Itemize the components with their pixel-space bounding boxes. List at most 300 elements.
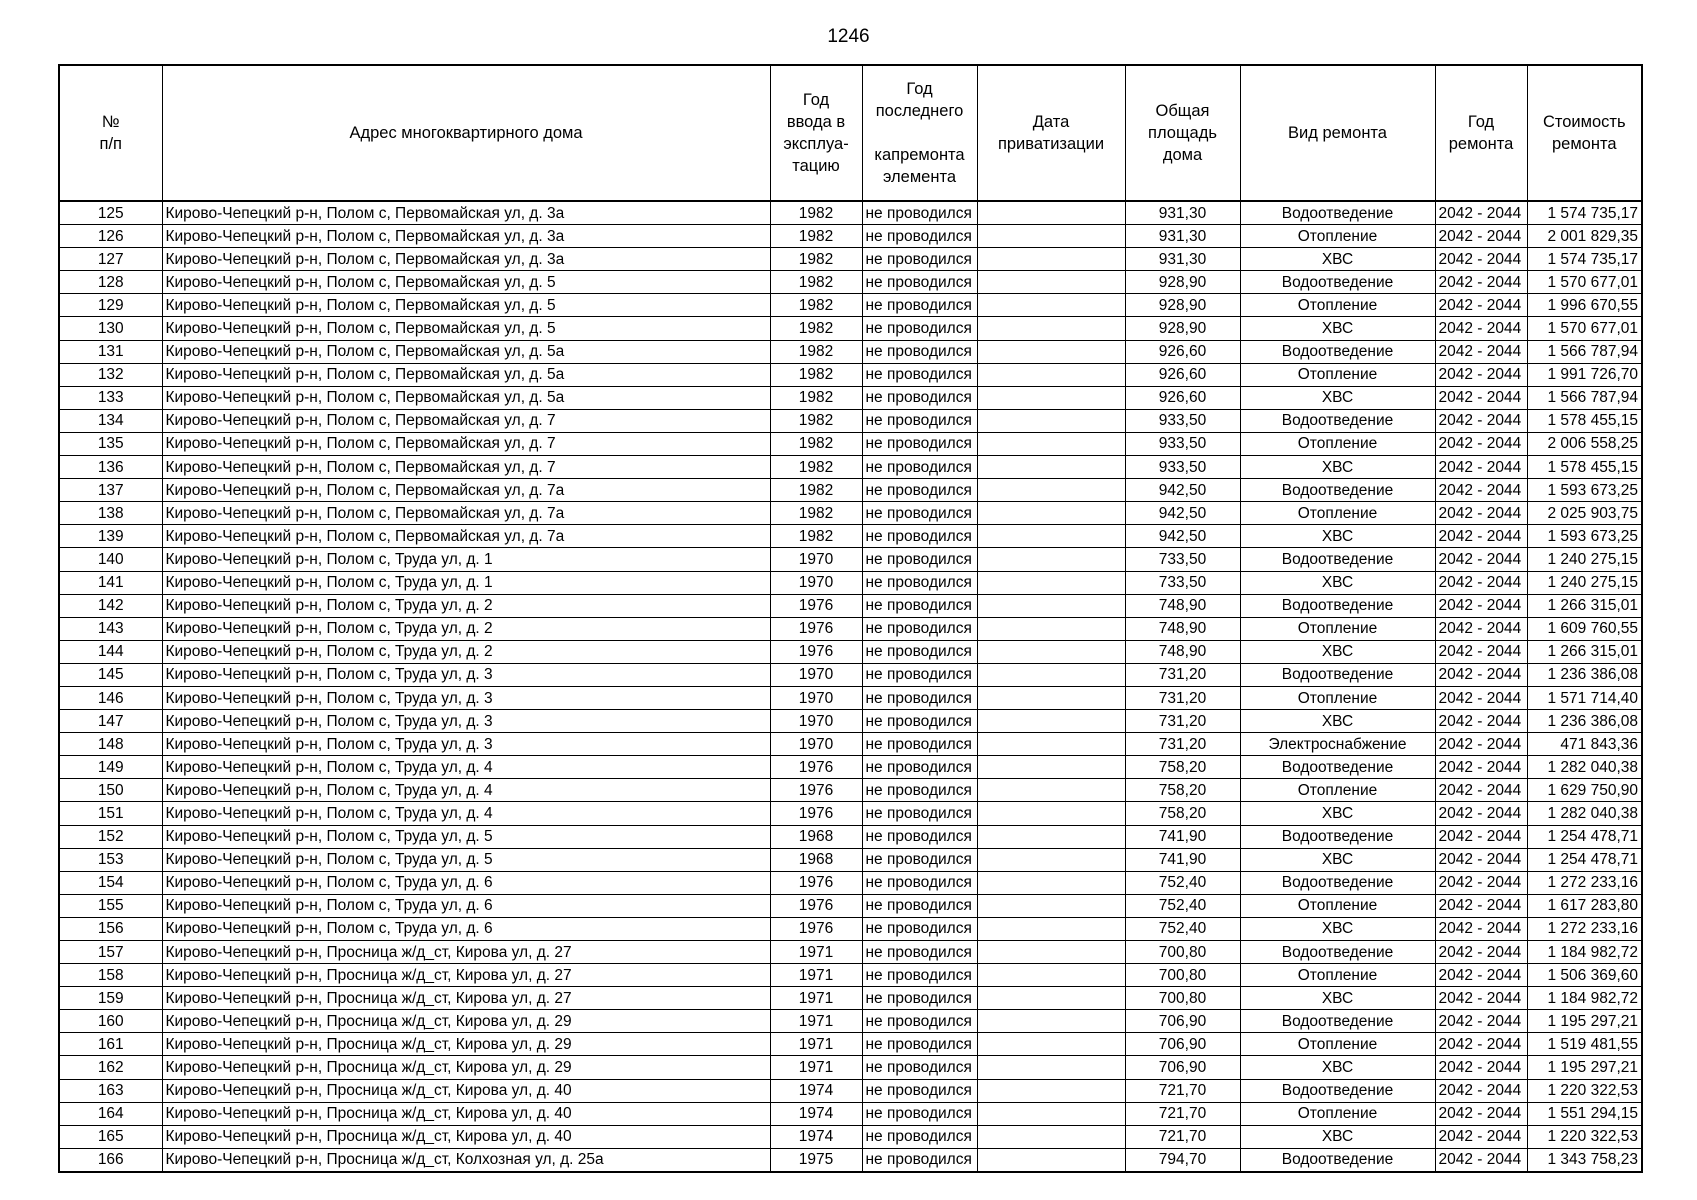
cell-commission-year: 1970 bbox=[770, 548, 862, 571]
cell-repair-year: 2042 - 2044 bbox=[1435, 617, 1527, 640]
cell-total-area: 758,20 bbox=[1125, 802, 1240, 825]
cell-commission-year: 1982 bbox=[770, 317, 862, 340]
cell-num: 148 bbox=[59, 733, 162, 756]
header-num-label: № п/п bbox=[99, 113, 122, 153]
cell-cost: 1 578 455,15 bbox=[1527, 409, 1642, 432]
cell-repair-type: Водоотведение bbox=[1240, 201, 1435, 225]
cell-repair-year: 2042 - 2044 bbox=[1435, 871, 1527, 894]
cell-commission-year: 1976 bbox=[770, 871, 862, 894]
cell-last-repair: не проводился bbox=[862, 871, 977, 894]
cell-privatization-date bbox=[977, 571, 1125, 594]
cell-total-area: 752,40 bbox=[1125, 871, 1240, 894]
cell-address: Кирово-Чепецкий р-н, Полом с, Труда ул, д. 2 bbox=[162, 617, 770, 640]
repair-schedule-table bbox=[58, 64, 1643, 1173]
cell-repair-year: 2042 - 2044 bbox=[1435, 271, 1527, 294]
cell-repair-year: 2042 - 2044 bbox=[1435, 201, 1527, 225]
cell-total-area: 752,40 bbox=[1125, 894, 1240, 917]
cell-privatization-date bbox=[977, 525, 1125, 548]
cell-num: 127 bbox=[59, 248, 162, 271]
cell-privatization-date bbox=[977, 548, 1125, 571]
cell-repair-year: 2042 - 2044 bbox=[1435, 548, 1527, 571]
cell-last-repair: не проводился bbox=[862, 317, 977, 340]
cell-last-repair: не проводился bbox=[862, 779, 977, 802]
cell-repair-type: ХВС bbox=[1240, 571, 1435, 594]
cell-last-repair: не проводился bbox=[862, 733, 977, 756]
table-header bbox=[59, 65, 1642, 201]
cell-total-area: 700,80 bbox=[1125, 964, 1240, 987]
cell-last-repair: не проводился bbox=[862, 1148, 977, 1172]
table-row bbox=[59, 386, 1642, 409]
cell-repair-year: 2042 - 2044 bbox=[1435, 1010, 1527, 1033]
cell-privatization-date bbox=[977, 663, 1125, 686]
cell-address: Кирово-Чепецкий р-н, Полом с, Труда ул, д. 1 bbox=[162, 571, 770, 594]
cell-total-area: 700,80 bbox=[1125, 987, 1240, 1010]
cell-last-repair: не проводился bbox=[862, 663, 977, 686]
cell-address: Кирово-Чепецкий р-н, Полом с, Труда ул, д. 4 bbox=[162, 779, 770, 802]
cell-total-area: 931,30 bbox=[1125, 225, 1240, 248]
table-row bbox=[59, 248, 1642, 271]
cell-total-area: 733,50 bbox=[1125, 571, 1240, 594]
header-privatization-date-label: Дата приватизации bbox=[997, 113, 1105, 153]
cell-commission-year: 1982 bbox=[770, 502, 862, 525]
cell-privatization-date bbox=[977, 1079, 1125, 1102]
table-row bbox=[59, 1079, 1642, 1102]
cell-privatization-date bbox=[977, 432, 1125, 455]
cell-last-repair: не проводился bbox=[862, 1033, 977, 1056]
cell-last-repair: не проводился bbox=[862, 525, 977, 548]
cell-last-repair: не проводился bbox=[862, 1102, 977, 1125]
cell-repair-year: 2042 - 2044 bbox=[1435, 987, 1527, 1010]
cell-privatization-date bbox=[977, 1148, 1125, 1172]
cell-cost: 1 220 322,53 bbox=[1527, 1079, 1642, 1102]
cell-commission-year: 1971 bbox=[770, 1033, 862, 1056]
cell-privatization-date bbox=[977, 733, 1125, 756]
cell-repair-year: 2042 - 2044 bbox=[1435, 964, 1527, 987]
cell-cost: 1 236 386,08 bbox=[1527, 710, 1642, 733]
cell-last-repair: не проводился bbox=[862, 710, 977, 733]
cell-num: 165 bbox=[59, 1125, 162, 1148]
cell-repair-year: 2042 - 2044 bbox=[1435, 225, 1527, 248]
cell-commission-year: 1976 bbox=[770, 594, 862, 617]
cell-num: 155 bbox=[59, 894, 162, 917]
cell-commission-year: 1970 bbox=[770, 733, 862, 756]
cell-commission-year: 1982 bbox=[770, 409, 862, 432]
cell-commission-year: 1974 bbox=[770, 1079, 862, 1102]
cell-last-repair: не проводился bbox=[862, 1056, 977, 1079]
cell-repair-type: Водоотведение bbox=[1240, 594, 1435, 617]
cell-total-area: 741,90 bbox=[1125, 848, 1240, 871]
cell-address: Кирово-Чепецкий р-н, Просница ж/д_ст, Кирова ул, д. 40 bbox=[162, 1102, 770, 1125]
cell-repair-type: Водоотведение bbox=[1240, 941, 1435, 964]
cell-total-area: 942,50 bbox=[1125, 479, 1240, 502]
cell-repair-type: ХВС bbox=[1240, 848, 1435, 871]
cell-address: Кирово-Чепецкий р-н, Полом с, Первомайская ул, д. 3а bbox=[162, 201, 770, 225]
cell-total-area: 748,90 bbox=[1125, 594, 1240, 617]
cell-total-area: 731,20 bbox=[1125, 663, 1240, 686]
cell-cost: 1 195 297,21 bbox=[1527, 1010, 1642, 1033]
cell-privatization-date bbox=[977, 686, 1125, 709]
cell-address: Кирово-Чепецкий р-н, Полом с, Труда ул, д. 5 bbox=[162, 825, 770, 848]
cell-commission-year: 1982 bbox=[770, 386, 862, 409]
table-row bbox=[59, 201, 1642, 225]
header-total-area bbox=[1125, 65, 1240, 201]
header-privatization-date bbox=[977, 65, 1125, 201]
cell-cost: 1 240 275,15 bbox=[1527, 571, 1642, 594]
cell-commission-year: 1982 bbox=[770, 201, 862, 225]
cell-num: 159 bbox=[59, 987, 162, 1010]
cell-cost: 1 240 275,15 bbox=[1527, 548, 1642, 571]
cell-repair-year: 2042 - 2044 bbox=[1435, 502, 1527, 525]
cell-repair-year: 2042 - 2044 bbox=[1435, 640, 1527, 663]
cell-commission-year: 1970 bbox=[770, 686, 862, 709]
table-row bbox=[59, 941, 1642, 964]
cell-repair-type: ХВС bbox=[1240, 710, 1435, 733]
table-row bbox=[59, 640, 1642, 663]
cell-cost: 1 574 735,17 bbox=[1527, 201, 1642, 225]
cell-total-area: 928,90 bbox=[1125, 271, 1240, 294]
cell-commission-year: 1968 bbox=[770, 825, 862, 848]
cell-num: 128 bbox=[59, 271, 162, 294]
cell-num: 143 bbox=[59, 617, 162, 640]
cell-repair-year: 2042 - 2044 bbox=[1435, 1033, 1527, 1056]
cell-num: 147 bbox=[59, 710, 162, 733]
cell-repair-year: 2042 - 2044 bbox=[1435, 363, 1527, 386]
cell-repair-type: Водоотведение bbox=[1240, 756, 1435, 779]
cell-cost: 1 266 315,01 bbox=[1527, 594, 1642, 617]
cell-repair-type: Отопление bbox=[1240, 294, 1435, 317]
cell-commission-year: 1982 bbox=[770, 432, 862, 455]
cell-total-area: 731,20 bbox=[1125, 710, 1240, 733]
cell-last-repair: не проводился bbox=[862, 894, 977, 917]
cell-last-repair: не проводился bbox=[862, 848, 977, 871]
cell-cost: 1 282 040,38 bbox=[1527, 802, 1642, 825]
cell-cost: 1 578 455,15 bbox=[1527, 456, 1642, 479]
cell-repair-type: Водоотведение bbox=[1240, 340, 1435, 363]
cell-cost: 1 617 283,80 bbox=[1527, 894, 1642, 917]
cell-total-area: 721,70 bbox=[1125, 1102, 1240, 1125]
cell-privatization-date bbox=[977, 502, 1125, 525]
cell-repair-type: ХВС bbox=[1240, 386, 1435, 409]
table-row bbox=[59, 987, 1642, 1010]
table-row bbox=[59, 317, 1642, 340]
cell-commission-year: 1982 bbox=[770, 294, 862, 317]
cell-privatization-date bbox=[977, 779, 1125, 802]
cell-repair-year: 2042 - 2044 bbox=[1435, 917, 1527, 940]
header-repair-year-label: Год ремонта bbox=[1448, 113, 1514, 153]
cell-address: Кирово-Чепецкий р-н, Полом с, Труда ул, д. 4 bbox=[162, 756, 770, 779]
cell-num: 130 bbox=[59, 317, 162, 340]
cell-privatization-date bbox=[977, 409, 1125, 432]
cell-address: Кирово-Чепецкий р-н, Просница ж/д_ст, Кирова ул, д. 27 bbox=[162, 964, 770, 987]
cell-address: Кирово-Чепецкий р-н, Полом с, Труда ул, д. 3 bbox=[162, 733, 770, 756]
cell-num: 166 bbox=[59, 1148, 162, 1172]
cell-address: Кирово-Чепецкий р-н, Полом с, Труда ул, д. 6 bbox=[162, 917, 770, 940]
cell-last-repair: не проводился bbox=[862, 363, 977, 386]
table-row bbox=[59, 502, 1642, 525]
cell-last-repair: не проводился bbox=[862, 225, 977, 248]
table-row bbox=[59, 1125, 1642, 1148]
cell-cost: 1 566 787,94 bbox=[1527, 386, 1642, 409]
cell-num: 138 bbox=[59, 502, 162, 525]
cell-address: Кирово-Чепецкий р-н, Полом с, Труда ул, д. 1 bbox=[162, 548, 770, 571]
table-row bbox=[59, 894, 1642, 917]
cell-privatization-date bbox=[977, 317, 1125, 340]
header-cost-label: Стоимость ремонта bbox=[1542, 113, 1626, 153]
cell-commission-year: 1982 bbox=[770, 525, 862, 548]
cell-privatization-date bbox=[977, 941, 1125, 964]
cell-num: 153 bbox=[59, 848, 162, 871]
cell-address: Кирово-Чепецкий р-н, Полом с, Труда ул, д. 6 bbox=[162, 871, 770, 894]
cell-last-repair: не проводился bbox=[862, 964, 977, 987]
cell-repair-type: Водоотведение bbox=[1240, 825, 1435, 848]
cell-privatization-date bbox=[977, 1056, 1125, 1079]
cell-commission-year: 1975 bbox=[770, 1148, 862, 1172]
cell-num: 156 bbox=[59, 917, 162, 940]
cell-cost: 1 343 758,23 bbox=[1527, 1148, 1642, 1172]
cell-repair-year: 2042 - 2044 bbox=[1435, 825, 1527, 848]
cell-commission-year: 1976 bbox=[770, 917, 862, 940]
cell-repair-type: Водоотведение bbox=[1240, 1010, 1435, 1033]
cell-repair-type: Отопление bbox=[1240, 964, 1435, 987]
cell-address: Кирово-Чепецкий р-н, Полом с, Первомайская ул, д. 5а bbox=[162, 386, 770, 409]
cell-total-area: 926,60 bbox=[1125, 340, 1240, 363]
cell-repair-year: 2042 - 2044 bbox=[1435, 1148, 1527, 1172]
header-last-repair-year bbox=[862, 65, 977, 201]
cell-num: 149 bbox=[59, 756, 162, 779]
cell-last-repair: не проводился bbox=[862, 386, 977, 409]
cell-privatization-date bbox=[977, 225, 1125, 248]
cell-num: 135 bbox=[59, 432, 162, 455]
cell-total-area: 733,50 bbox=[1125, 548, 1240, 571]
cell-cost: 1 570 677,01 bbox=[1527, 317, 1642, 340]
header-commission-year-label: Год ввода в эксплуа- тацию bbox=[783, 91, 849, 175]
cell-cost: 1 195 297,21 bbox=[1527, 1056, 1642, 1079]
cell-total-area: 926,60 bbox=[1125, 386, 1240, 409]
cell-repair-type: Водоотведение bbox=[1240, 271, 1435, 294]
table-row bbox=[59, 848, 1642, 871]
cell-last-repair: не проводился bbox=[862, 802, 977, 825]
cell-privatization-date bbox=[977, 917, 1125, 940]
cell-privatization-date bbox=[977, 871, 1125, 894]
cell-total-area: 748,90 bbox=[1125, 617, 1240, 640]
cell-total-area: 731,20 bbox=[1125, 733, 1240, 756]
cell-total-area: 931,30 bbox=[1125, 201, 1240, 225]
cell-total-area: 758,20 bbox=[1125, 756, 1240, 779]
cell-address: Кирово-Чепецкий р-н, Полом с, Труда ул, д. 6 bbox=[162, 894, 770, 917]
cell-address: Кирово-Чепецкий р-н, Полом с, Труда ул, д. 2 bbox=[162, 640, 770, 663]
cell-num: 151 bbox=[59, 802, 162, 825]
cell-last-repair: не проводился bbox=[862, 987, 977, 1010]
table-row bbox=[59, 294, 1642, 317]
cell-address: Кирово-Чепецкий р-н, Полом с, Первомайская ул, д. 5 bbox=[162, 317, 770, 340]
cell-address: Кирово-Чепецкий р-н, Полом с, Первомайская ул, д. 3а bbox=[162, 225, 770, 248]
cell-address: Кирово-Чепецкий р-н, Полом с, Первомайская ул, д. 3а bbox=[162, 248, 770, 271]
cell-total-area: 731,20 bbox=[1125, 686, 1240, 709]
cell-privatization-date bbox=[977, 756, 1125, 779]
cell-last-repair: не проводился bbox=[862, 548, 977, 571]
cell-commission-year: 1971 bbox=[770, 1010, 862, 1033]
table-row bbox=[59, 432, 1642, 455]
cell-cost: 1 566 787,94 bbox=[1527, 340, 1642, 363]
cell-cost: 1 609 760,55 bbox=[1527, 617, 1642, 640]
cell-repair-year: 2042 - 2044 bbox=[1435, 571, 1527, 594]
cell-total-area: 942,50 bbox=[1125, 502, 1240, 525]
cell-num: 163 bbox=[59, 1079, 162, 1102]
cell-cost: 471 843,36 bbox=[1527, 733, 1642, 756]
cell-cost: 1 254 478,71 bbox=[1527, 825, 1642, 848]
cell-commission-year: 1982 bbox=[770, 363, 862, 386]
table-row bbox=[59, 779, 1642, 802]
cell-repair-type: Водоотведение bbox=[1240, 1148, 1435, 1172]
cell-repair-type: ХВС bbox=[1240, 248, 1435, 271]
cell-repair-year: 2042 - 2044 bbox=[1435, 756, 1527, 779]
cell-repair-type: ХВС bbox=[1240, 640, 1435, 663]
cell-last-repair: не проводился bbox=[862, 1010, 977, 1033]
cell-commission-year: 1970 bbox=[770, 571, 862, 594]
cell-repair-year: 2042 - 2044 bbox=[1435, 1102, 1527, 1125]
cell-commission-year: 1971 bbox=[770, 1056, 862, 1079]
cell-last-repair: не проводился bbox=[862, 594, 977, 617]
cell-repair-type: ХВС bbox=[1240, 525, 1435, 548]
cell-num: 154 bbox=[59, 871, 162, 894]
cell-privatization-date bbox=[977, 640, 1125, 663]
cell-repair-type: ХВС bbox=[1240, 802, 1435, 825]
cell-repair-type: ХВС bbox=[1240, 1125, 1435, 1148]
table-row bbox=[59, 756, 1642, 779]
cell-repair-type: Отопление bbox=[1240, 779, 1435, 802]
cell-num: 140 bbox=[59, 548, 162, 571]
cell-privatization-date bbox=[977, 894, 1125, 917]
cell-total-area: 741,90 bbox=[1125, 825, 1240, 848]
header-num bbox=[59, 65, 162, 201]
cell-commission-year: 1971 bbox=[770, 941, 862, 964]
cell-privatization-date bbox=[977, 340, 1125, 363]
cell-num: 141 bbox=[59, 571, 162, 594]
cell-commission-year: 1982 bbox=[770, 248, 862, 271]
cell-commission-year: 1970 bbox=[770, 663, 862, 686]
cell-repair-year: 2042 - 2044 bbox=[1435, 294, 1527, 317]
cell-commission-year: 1982 bbox=[770, 456, 862, 479]
cell-repair-type: Отопление bbox=[1240, 225, 1435, 248]
cell-num: 142 bbox=[59, 594, 162, 617]
cell-privatization-date bbox=[977, 964, 1125, 987]
cell-address: Кирово-Чепецкий р-н, Просница ж/д_ст, Кирова ул, д. 29 bbox=[162, 1056, 770, 1079]
cell-privatization-date bbox=[977, 271, 1125, 294]
cell-num: 144 bbox=[59, 640, 162, 663]
cell-num: 132 bbox=[59, 363, 162, 386]
cell-num: 139 bbox=[59, 525, 162, 548]
table-row bbox=[59, 548, 1642, 571]
cell-privatization-date bbox=[977, 248, 1125, 271]
cell-last-repair: не проводился bbox=[862, 825, 977, 848]
cell-repair-type: Водоотведение bbox=[1240, 409, 1435, 432]
cell-last-repair: не проводился bbox=[862, 479, 977, 502]
cell-commission-year: 1982 bbox=[770, 225, 862, 248]
cell-total-area: 933,50 bbox=[1125, 409, 1240, 432]
cell-total-area: 928,90 bbox=[1125, 294, 1240, 317]
cell-privatization-date bbox=[977, 1033, 1125, 1056]
cell-address: Кирово-Чепецкий р-н, Полом с, Первомайская ул, д. 7 bbox=[162, 456, 770, 479]
table-row bbox=[59, 271, 1642, 294]
cell-num: 126 bbox=[59, 225, 162, 248]
table-row bbox=[59, 825, 1642, 848]
cell-repair-type: ХВС bbox=[1240, 317, 1435, 340]
cell-commission-year: 1974 bbox=[770, 1125, 862, 1148]
cell-total-area: 926,60 bbox=[1125, 363, 1240, 386]
cell-address: Кирово-Чепецкий р-н, Полом с, Первомайская ул, д. 7а bbox=[162, 502, 770, 525]
cell-cost: 1 282 040,38 bbox=[1527, 756, 1642, 779]
table-row bbox=[59, 802, 1642, 825]
cell-repair-year: 2042 - 2044 bbox=[1435, 456, 1527, 479]
cell-address: Кирово-Чепецкий р-н, Полом с, Первомайская ул, д. 7а bbox=[162, 525, 770, 548]
cell-repair-year: 2042 - 2044 bbox=[1435, 248, 1527, 271]
cell-address: Кирово-Чепецкий р-н, Просница ж/д_ст, Кирова ул, д. 29 bbox=[162, 1010, 770, 1033]
cell-cost: 2 001 829,35 bbox=[1527, 225, 1642, 248]
cell-commission-year: 1976 bbox=[770, 640, 862, 663]
cell-address: Кирово-Чепецкий р-н, Просница ж/д_ст, Кирова ул, д. 29 bbox=[162, 1033, 770, 1056]
cell-last-repair: не проводился bbox=[862, 1079, 977, 1102]
cell-cost: 1 996 670,55 bbox=[1527, 294, 1642, 317]
cell-repair-year: 2042 - 2044 bbox=[1435, 802, 1527, 825]
cell-privatization-date bbox=[977, 456, 1125, 479]
cell-last-repair: не проводился bbox=[862, 271, 977, 294]
cell-address: Кирово-Чепецкий р-н, Полом с, Первомайская ул, д. 5 bbox=[162, 294, 770, 317]
cell-repair-type: ХВС bbox=[1240, 987, 1435, 1010]
cell-total-area: 706,90 bbox=[1125, 1010, 1240, 1033]
cell-last-repair: не проводился bbox=[862, 409, 977, 432]
table-row bbox=[59, 363, 1642, 386]
table-row bbox=[59, 571, 1642, 594]
cell-num: 164 bbox=[59, 1102, 162, 1125]
cell-num: 152 bbox=[59, 825, 162, 848]
cell-repair-type: ХВС bbox=[1240, 456, 1435, 479]
table-body bbox=[59, 201, 1642, 1172]
cell-repair-type: Водоотведение bbox=[1240, 479, 1435, 502]
cell-num: 157 bbox=[59, 941, 162, 964]
cell-repair-type: Отопление bbox=[1240, 617, 1435, 640]
cell-repair-type: Водоотведение bbox=[1240, 1079, 1435, 1102]
table-row bbox=[59, 871, 1642, 894]
cell-repair-year: 2042 - 2044 bbox=[1435, 710, 1527, 733]
table-row bbox=[59, 594, 1642, 617]
cell-commission-year: 1968 bbox=[770, 848, 862, 871]
cell-commission-year: 1982 bbox=[770, 479, 862, 502]
cell-privatization-date bbox=[977, 594, 1125, 617]
cell-privatization-date bbox=[977, 1102, 1125, 1125]
cell-privatization-date bbox=[977, 1010, 1125, 1033]
cell-total-area: 942,50 bbox=[1125, 525, 1240, 548]
cell-address: Кирово-Чепецкий р-н, Полом с, Первомайская ул, д. 5а bbox=[162, 363, 770, 386]
cell-commission-year: 1974 bbox=[770, 1102, 862, 1125]
cell-repair-year: 2042 - 2044 bbox=[1435, 525, 1527, 548]
cell-repair-year: 2042 - 2044 bbox=[1435, 1079, 1527, 1102]
cell-repair-type: Отопление bbox=[1240, 1033, 1435, 1056]
header-repair-type bbox=[1240, 65, 1435, 201]
table-row bbox=[59, 686, 1642, 709]
cell-last-repair: не проводился bbox=[862, 201, 977, 225]
table-row bbox=[59, 409, 1642, 432]
cell-repair-year: 2042 - 2044 bbox=[1435, 686, 1527, 709]
cell-num: 125 bbox=[59, 201, 162, 225]
cell-repair-type: Отопление bbox=[1240, 502, 1435, 525]
cell-repair-year: 2042 - 2044 bbox=[1435, 1056, 1527, 1079]
cell-repair-year: 2042 - 2044 bbox=[1435, 409, 1527, 432]
cell-last-repair: не проводился bbox=[862, 432, 977, 455]
cell-num: 129 bbox=[59, 294, 162, 317]
cell-repair-year: 2042 - 2044 bbox=[1435, 894, 1527, 917]
cell-num: 150 bbox=[59, 779, 162, 802]
cell-address: Кирово-Чепецкий р-н, Полом с, Труда ул, д. 3 bbox=[162, 710, 770, 733]
